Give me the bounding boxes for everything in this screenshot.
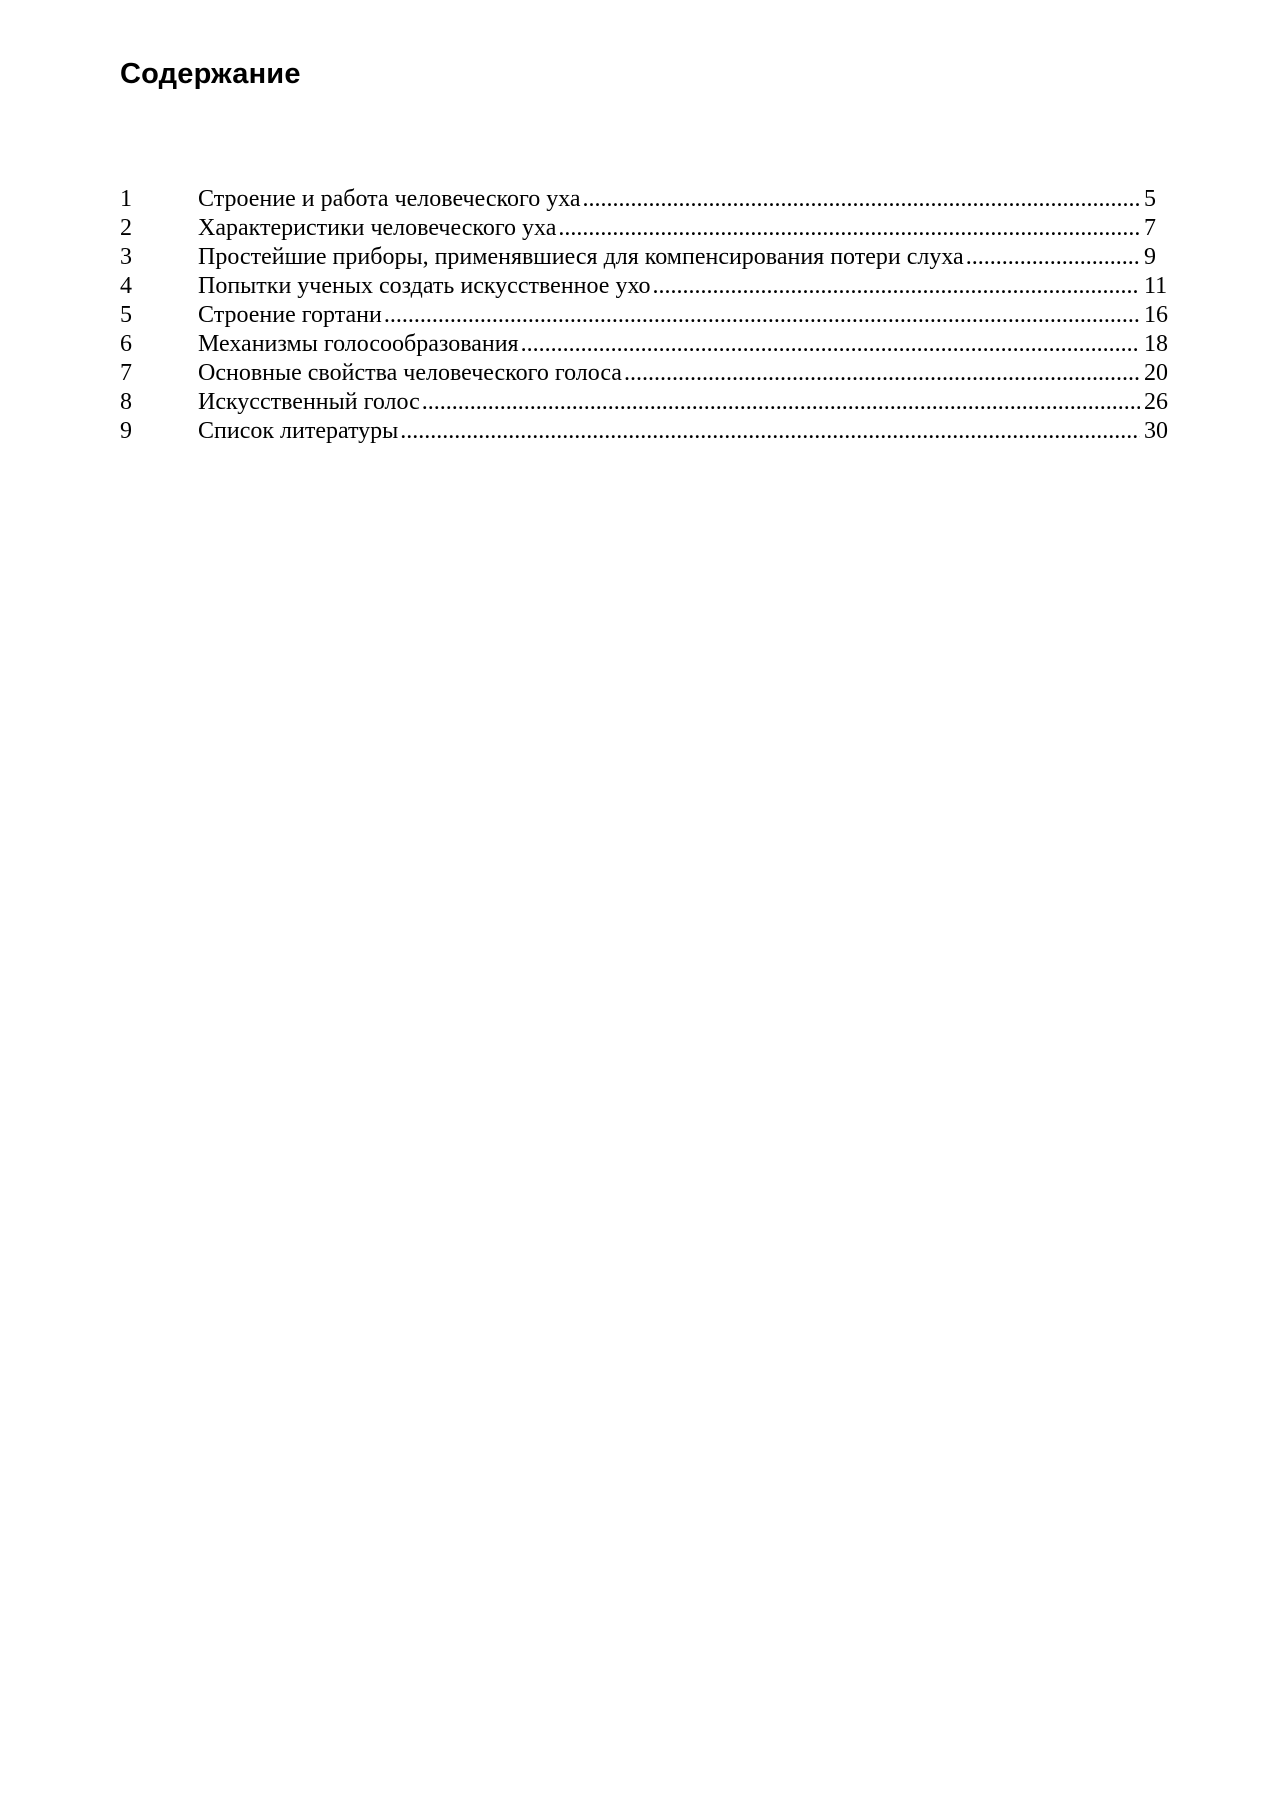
toc-entry-number: 8 (120, 389, 132, 415)
toc-entry-page: 20 (1144, 360, 1168, 386)
toc-heading: Содержание (120, 58, 301, 90)
toc-entry-page: 30 (1144, 418, 1168, 444)
toc-entry-number: 5 (120, 302, 132, 328)
toc-entry-page: 9 (1144, 244, 1156, 270)
toc-entry-number: 7 (120, 360, 132, 386)
toc-entry-number: 4 (120, 273, 132, 299)
toc-dot-leader (422, 388, 1140, 417)
toc-entry[interactable] (120, 214, 1180, 243)
toc-dot-leader (653, 272, 1140, 301)
toc-entry[interactable] (120, 330, 1180, 359)
toc-entry[interactable] (120, 359, 1180, 388)
toc-entry-page: 16 (1144, 302, 1168, 328)
toc-entry-page: 7 (1144, 215, 1156, 241)
toc-entry-title: Механизмы голосообразования (198, 331, 519, 357)
toc-dot-leader (384, 301, 1140, 330)
toc-dot-leader (624, 359, 1140, 388)
toc-entry-title: Строение гортани (198, 302, 382, 328)
table-of-contents (120, 185, 1180, 446)
toc-entry[interactable] (120, 388, 1180, 417)
toc-dot-leader (966, 243, 1140, 272)
toc-entry[interactable] (120, 185, 1180, 214)
toc-entry-title: Список литературы (198, 418, 399, 444)
toc-dot-leader (558, 214, 1140, 243)
toc-entry-title: Строение и работа человеческого уха (198, 186, 581, 212)
toc-entry-title: Основные свойства человеческого голоса (198, 360, 622, 386)
toc-entry-page: 11 (1144, 273, 1168, 299)
toc-entry-number: 1 (120, 186, 132, 212)
toc-entry-title: Простейшие приборы, применявшиеся для компенсирования потери слуха (198, 244, 964, 270)
toc-entry-page: 5 (1144, 186, 1156, 212)
toc-dot-leader (583, 185, 1140, 214)
toc-entry[interactable] (120, 243, 1180, 272)
toc-dot-leader (521, 330, 1140, 359)
toc-entry[interactable] (120, 301, 1180, 330)
toc-entry-number: 6 (120, 331, 132, 357)
toc-entry-title: Искусственный голос (198, 389, 420, 415)
toc-entry-title: Характеристики человеческого уха (198, 215, 557, 241)
toc-entry-page: 26 (1144, 389, 1168, 415)
toc-entry-number: 2 (120, 215, 132, 241)
toc-entry-title: Попытки ученых создать искусственное ухо (198, 273, 651, 299)
toc-entry[interactable] (120, 272, 1180, 301)
toc-entry-number: 3 (120, 244, 132, 270)
toc-entry-page: 18 (1144, 331, 1168, 357)
toc-entry[interactable] (120, 417, 1180, 446)
toc-entry-number: 9 (120, 418, 132, 444)
toc-dot-leader (400, 417, 1140, 446)
